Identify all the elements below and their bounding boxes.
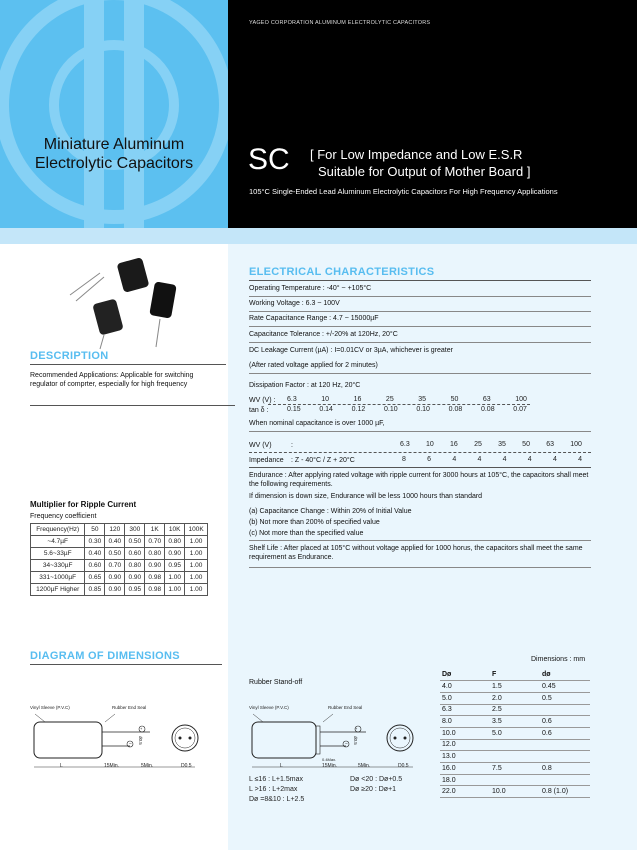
header-band xyxy=(0,228,637,244)
imp-value: 6 xyxy=(427,456,432,463)
vinyl-label-left: Vinyl Sleeve (P.V.C) xyxy=(30,705,70,710)
cap-range: Rate Capacitance Range : 4.7 ~ 15000µF xyxy=(249,314,591,327)
table-cell: ~4.7µF xyxy=(31,536,85,548)
description-text: Recommended Applications: Applicable for switching regulator of comprter, especially for high frequency xyxy=(30,372,194,388)
l-label-left: L xyxy=(60,763,63,769)
divider xyxy=(268,404,530,405)
df-note: When nominal capacitance is over 1000 µF, xyxy=(249,419,591,432)
table-cell: 0.70 xyxy=(105,560,125,572)
table-cell: 1.00 xyxy=(165,584,185,596)
table-cell: 0.90 xyxy=(105,572,125,584)
dc-leakage: DC Leakage Current (µA) : I=0.01CV or 3µA, whichever is greater xyxy=(249,347,453,354)
table-cell: 0.98 xyxy=(145,584,165,596)
df-tan: 0.12 xyxy=(351,406,366,413)
imp-condition: : Z - 40°C / Z + 20°C xyxy=(291,457,355,464)
table-row xyxy=(440,716,590,728)
table-cell xyxy=(540,751,590,763)
table-cell: 0.80 xyxy=(165,536,185,548)
vinyl-label-right: Vinyl Sleeve (P.V.C) xyxy=(249,705,289,710)
table-header: 10K xyxy=(165,524,185,536)
table-cell: 0.70 xyxy=(145,536,165,548)
shelf-life: Shelf Life : After placed at 105°C without voltage applied for 1000 horus, the capacitors shall meet the same requirement as Endurance. xyxy=(249,544,591,568)
series-name: SC xyxy=(248,143,290,176)
table-cell: 0.80 xyxy=(125,560,145,572)
imp-value: 4 xyxy=(502,456,507,463)
table-row xyxy=(31,572,208,584)
dimension-table xyxy=(440,669,590,798)
table-row xyxy=(31,560,208,572)
table-cell: 0.98 xyxy=(145,572,165,584)
table-cell: 8.0 xyxy=(440,716,490,728)
table-cell: 0.40 xyxy=(85,548,105,560)
table-cell: 0.6 xyxy=(540,716,590,728)
df-wv-values xyxy=(287,396,527,403)
table-cell: 10.0 xyxy=(490,786,540,798)
imp-values xyxy=(402,456,582,463)
table-cell: 1.00 xyxy=(185,584,208,596)
df-wv: 100 xyxy=(515,396,527,403)
table-cell: 0.65 xyxy=(85,572,105,584)
endurance-c: (c) Not more than the specified value xyxy=(249,529,591,541)
table-cell: 18.0 xyxy=(440,774,490,786)
table-row xyxy=(440,692,590,704)
D-label-left: D0.5 xyxy=(181,763,192,769)
table-cell: 0.6 xyxy=(540,727,590,739)
table-cell: 1.00 xyxy=(165,572,185,584)
rubber-standoff-label: Rubber Stand-off xyxy=(249,679,303,686)
dc-leakage-note: (After rated voltage applied for 2 minutes) xyxy=(249,361,591,374)
table-cell: 1.00 xyxy=(185,536,208,548)
table-header: dø xyxy=(540,669,590,681)
table-cell: 0.95 xyxy=(125,584,145,596)
dimensions-unit: Dimensions : mm xyxy=(531,656,586,663)
table-cell: 0.50 xyxy=(105,548,125,560)
df-tan: 0.10 xyxy=(383,406,398,413)
table-cell: 0.8 xyxy=(540,763,590,775)
table-cell: 0.40 xyxy=(105,536,125,548)
df-tan: 0.08 xyxy=(448,406,463,413)
d-label-left: d0.5 xyxy=(138,736,143,745)
imp-value: 4 xyxy=(477,456,482,463)
table-cell: 0.90 xyxy=(165,548,185,560)
df-wv: 6.3 xyxy=(287,396,297,403)
formula-left: Dø =8&10 : L+2.5 xyxy=(249,796,305,803)
electrical-heading: ELECTRICAL CHARACTERISTICS xyxy=(249,266,435,278)
multiplier-title: Multiplier for Ripple Current xyxy=(30,500,137,509)
divider xyxy=(30,405,235,406)
table-cell: 0.60 xyxy=(125,548,145,560)
seal-label-left: Rubber End Seal xyxy=(112,705,147,710)
table-row xyxy=(440,739,590,751)
endurance-b: (b) Not more than 200% of specified value xyxy=(249,519,380,526)
15min-label-left: 15Min. xyxy=(104,763,120,769)
D-label-right: D0.5 xyxy=(398,763,409,769)
table-cell: 0.95 xyxy=(165,560,185,572)
15min-label-right: 15Min. xyxy=(322,763,338,769)
header-left-panel xyxy=(0,0,228,228)
table-row xyxy=(440,751,590,763)
table-cell: 4.0 xyxy=(440,681,490,693)
table-cell xyxy=(540,739,590,751)
df-wv: 35 xyxy=(418,396,427,403)
minus-right: − xyxy=(345,741,348,747)
imp-wv: 100 xyxy=(570,441,582,448)
table-cell: 6.3 xyxy=(440,704,490,716)
endurance-text: Endurance : After applying rated voltage with ripple current for 3000 hours at 105°C, the capacitors shall meet the following requirements. xyxy=(249,472,589,488)
imp-wv: 25 xyxy=(474,441,482,448)
df-wv: 16 xyxy=(353,396,362,403)
imp-value: 4 xyxy=(552,456,557,463)
table-cell: 10.0 xyxy=(440,727,490,739)
table-row xyxy=(440,763,590,775)
table-cell: 0.50 xyxy=(125,536,145,548)
imp-wv: 6.3 xyxy=(400,441,410,448)
df-wv: 50 xyxy=(450,396,459,403)
table-cell: 2.5 xyxy=(490,704,540,716)
divider xyxy=(249,280,591,281)
table-cell: 16.0 xyxy=(440,763,490,775)
table-header: F xyxy=(490,669,540,681)
table-cell: 0.30 xyxy=(85,536,105,548)
imp-wv: 50 xyxy=(522,441,530,448)
table-cell: 1.00 xyxy=(185,548,208,560)
table-cell: 13.0 xyxy=(440,751,490,763)
plus-left: + xyxy=(140,726,143,731)
table-row xyxy=(440,704,590,716)
table-row xyxy=(31,524,208,536)
table-cell: 1.5 xyxy=(490,681,540,693)
multiplier-table xyxy=(30,523,208,596)
imp-value: 4 xyxy=(578,456,582,463)
table-row xyxy=(440,681,590,693)
minus-left: − xyxy=(129,741,132,747)
divider xyxy=(249,467,591,468)
formula-right: Dø <20 : Dø+0.5 xyxy=(350,776,403,783)
df-tan: 0.08 xyxy=(480,406,495,413)
endurance-a: (a) Capacitance Change : Within 20% of Initial Value xyxy=(249,508,412,515)
table-row xyxy=(440,669,590,681)
table-header: 50 xyxy=(85,524,105,536)
table-cell: 0.90 xyxy=(145,560,165,572)
df-wv: 10 xyxy=(321,396,330,403)
subtitle: 105°C Single-Ended Lead Aluminum Electrolytic Capacitors For High Frequency Applications xyxy=(249,187,558,196)
table-cell xyxy=(540,774,590,786)
d-label-right: d0.5 xyxy=(353,736,358,745)
endurance-note: If dimension is down size, Endurance will be less 1000 hours than standard xyxy=(249,493,483,500)
table-cell: 0.45 xyxy=(540,681,590,693)
l-label-right: L xyxy=(280,763,283,769)
table-row xyxy=(440,774,590,786)
table-cell: 0.85 xyxy=(85,584,105,596)
title-line-1: Miniature Aluminum xyxy=(43,136,185,153)
table-cell: 331~1000µF xyxy=(31,572,85,584)
table-cell: 5.6~33µF xyxy=(31,548,85,560)
table-cell: 0.5 xyxy=(540,692,590,704)
table-cell: 2.0 xyxy=(490,692,540,704)
imp-wv-label: WV (V) xyxy=(249,442,272,449)
table-row xyxy=(440,786,590,798)
op-temp: Operating Temperature : -40° ~ +105°C xyxy=(249,284,591,297)
table-header: 100K xyxy=(185,524,208,536)
divider xyxy=(249,452,591,453)
imp-wv: 35 xyxy=(498,441,506,448)
cap-tolerance: Capacitance Tolerance : +/-20% at 120Hz, 20°C xyxy=(249,330,591,343)
bracket-line-1: [ For Low Impedance and Low E.S.R xyxy=(310,147,523,162)
imp-wv-colon: : xyxy=(291,442,293,449)
table-cell xyxy=(540,704,590,716)
df-wv: 63 xyxy=(482,396,491,403)
table-cell: 5.0 xyxy=(440,692,490,704)
5min-label-right: 5Min. xyxy=(358,763,371,769)
table-cell: 0.90 xyxy=(105,584,125,596)
table-row xyxy=(31,536,208,548)
logo-watermark xyxy=(0,0,228,228)
plus-right: + xyxy=(355,726,358,731)
header-right-panel xyxy=(228,0,637,228)
table-cell: 5.0 xyxy=(490,727,540,739)
imp-wv: 63 xyxy=(546,441,555,448)
table-header: 1K xyxy=(145,524,165,536)
table-cell: 0.60 xyxy=(85,560,105,572)
imp-value: 8 xyxy=(402,456,406,463)
description-heading: DESCRIPTION xyxy=(30,350,109,362)
table-cell: 1.00 xyxy=(185,572,208,584)
table-header: Frequency(Hz) xyxy=(31,524,85,536)
imp-wv: 10 xyxy=(425,441,434,448)
imp-wv: 16 xyxy=(450,441,458,448)
capacitor-product-image xyxy=(60,255,200,350)
divider xyxy=(30,664,222,665)
table-cell: 0.90 xyxy=(125,572,145,584)
formula-left: L >16 : L+2max xyxy=(249,786,298,793)
table-cell: 22.0 xyxy=(440,786,490,798)
df-wv: 25 xyxy=(385,396,394,403)
imp-label: Impedance xyxy=(249,457,284,464)
df-tan: 0.07 xyxy=(513,406,527,413)
imp-value: 4 xyxy=(452,456,457,463)
df-tan: 0.14 xyxy=(319,406,333,413)
5min-label-left: 5Min. xyxy=(141,763,154,769)
divider xyxy=(30,364,226,365)
working-voltage: Working Voltage : 6.3 ~ 100V xyxy=(249,299,591,312)
table-header: 120 xyxy=(105,524,125,536)
table-cell xyxy=(490,739,540,751)
dimensions-heading: DIAGRAM OF DIMENSIONS xyxy=(30,650,180,662)
04max-label: 0.4Max. xyxy=(322,757,337,762)
df-wv-label: WV (V) : xyxy=(249,397,276,404)
df-tan: 0.10 xyxy=(416,406,430,413)
company-name: YAGEO CORPORATION ALUMINUM ELECTROLYTIC CAPACITORS xyxy=(249,20,431,26)
table-cell xyxy=(490,774,540,786)
table-cell: 1.00 xyxy=(185,560,208,572)
table-row xyxy=(31,584,208,596)
table-cell: 12.0 xyxy=(440,739,490,751)
bracket-line-2: Suitable for Output of Mother Board ] xyxy=(318,164,531,179)
table-header: Dø xyxy=(440,669,490,681)
df-title: Dissipation Factor : at 120 Hz, 20°C xyxy=(249,382,361,389)
df-tan: 0.15 xyxy=(287,406,301,413)
table-header: 300 xyxy=(125,524,145,536)
table-cell: 34~330µF xyxy=(31,560,85,572)
table-row xyxy=(440,727,590,739)
table-cell: 7.5 xyxy=(490,763,540,775)
table-cell: 0.80 xyxy=(145,548,165,560)
table-row xyxy=(31,548,208,560)
table-cell: 3.5 xyxy=(490,716,540,728)
imp-value: 4 xyxy=(527,456,532,463)
df-tan-label: tan δ : xyxy=(249,407,269,414)
table-cell: 1200µF Higher xyxy=(31,584,85,596)
table-cell xyxy=(490,751,540,763)
formula-right: Dø ≥20 : Dø+1 xyxy=(350,786,397,793)
title-line-2: Electrolytic Capacitors xyxy=(34,155,194,172)
table-cell: 0.8 (1.0) xyxy=(540,786,590,798)
seal-label-right: Rubber End Seal xyxy=(328,705,363,710)
df-tan-values xyxy=(287,406,527,413)
multiplier-subtitle: Frequency coefficient xyxy=(30,513,97,520)
formula-left: L ≤16 : L+1.5max xyxy=(249,776,303,783)
imp-wv-values xyxy=(400,441,582,448)
